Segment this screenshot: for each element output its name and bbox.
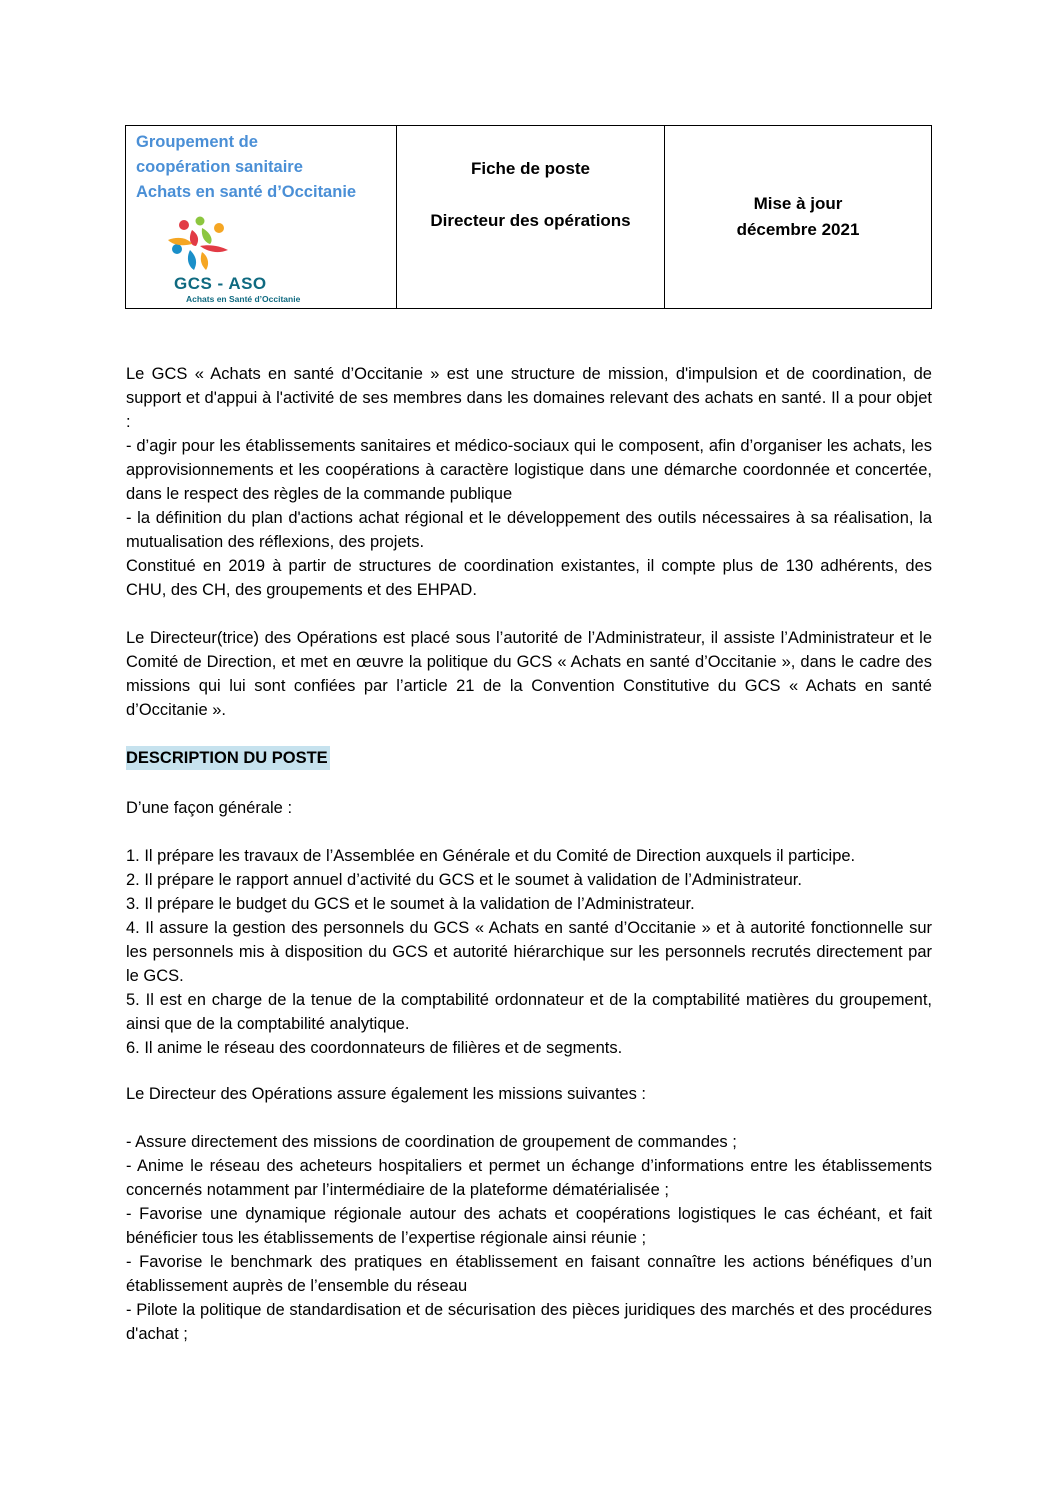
intro-paragraph: - d’agir pour les établissements sanitaires et médico-sociaux qui le composent, afin d’organiser les achats, les approvisionnements et les coopérations à caractère logistique dans une démarche coordonnée et concertée, dans le respect des règles de la commande publique (126, 437, 932, 503)
gcs-aso-logo (164, 216, 301, 308)
list-item: - Favorise une dynamique régionale autour des achats et coopérations logistiques le cas échéant, et fait bénéficier tous les établissements de l’expertise régionale ainsi réunie ; (126, 1205, 932, 1247)
list-item: - Favorise le benchmark des pratiques en établissement en faisant connaître les actions bénéfiques d’un établissement auprès de l’ensemble du réseau (126, 1253, 932, 1295)
list-item: 3. Il prépare le budget du GCS et le soumet à la validation de l’Administrateur. (126, 895, 695, 913)
general-intro-block (126, 796, 932, 820)
general-intro: D’une façon générale : (126, 799, 293, 817)
logo-subtitle: Achats en Santé d’Occitanie (186, 294, 301, 304)
document-cell (396, 126, 664, 308)
section-title: DESCRIPTION DU POSTE (126, 746, 330, 770)
list-item: - Anime le réseau des acheteurs hospitaliers et permet un échange d’informations entre les établissements concernés notamment par l’intermédiaire de la plateforme dématérialisée ; (126, 1157, 932, 1199)
missions-list (126, 1130, 932, 1346)
intro-paragraph: Constitué en 2019 à partir de structures de coordination existantes, il compte plus de 130 adhérents, des CHU, des CH, des groupements et des EHPAD. (126, 557, 932, 599)
list-item: 6. Il anime le réseau des coordonnateurs de filières et de segments. (126, 1039, 623, 1057)
list-item: 1. Il prépare les travaux de l’Assemblée en Générale et du Comité de Direction auxquels il participe. (126, 847, 856, 865)
logo-name: GCS - ASO (174, 274, 267, 293)
people-figures-icon (164, 216, 234, 274)
org-line-1: Groupement de (136, 133, 258, 151)
section-heading-block (126, 746, 932, 770)
header-table (125, 125, 932, 309)
org-line-3: Achats en santé d’Occitanie (136, 183, 357, 201)
intro-paragraph: Le GCS « Achats en santé d’Occitanie » est une structure de mission, d'impulsion et de coordination, de support et d'appui à l'activité de ses membres dans les domaines relevant des achats en santé. Il a pour objet : (126, 365, 932, 431)
intro-paragraph: - la définition du plan d'actions achat régional et le développement des outils nécessaires à sa réalisation, la mutualisation des réflexions, des projets. (126, 509, 932, 551)
document-type: Fiche de poste (470, 159, 591, 178)
update-label: Mise à jour (753, 194, 843, 213)
organization-name (136, 130, 356, 205)
update-date: décembre 2021 (736, 220, 860, 239)
update-cell (664, 126, 931, 308)
missions-intro: Le Directeur des Opérations assure également les missions suivantes : (126, 1085, 646, 1103)
job-title: Directeur des opérations (430, 211, 631, 230)
list-item: - Assure directement des missions de coordination de groupement de commandes ; (126, 1133, 737, 1151)
list-item: - Pilote la politique de standardisation et de sécurisation des pièces juridiques des marchés et des procédures d'achat ; (126, 1301, 932, 1343)
intro-block (126, 362, 932, 602)
director-paragraph-block (126, 626, 932, 722)
director-paragraph: Le Directeur(trice) des Opérations est placé sous l’autorité de l’Administrateur, il assiste l’Administrateur et le Comité de Direction, et met en œuvre la politique du GCS « Achats en santé d’Occitanie », dans le cadre des missions qui lui sont confiées par l’article 21 de la Convention Constitutive du GCS « Achats en santé d’Occitanie ». (126, 629, 932, 719)
list-item: 5. Il est en charge de la tenue de la comptabilité ordonnateur et de la comptabilité matières du groupement, ainsi que de la comptabilité analytique. (126, 991, 932, 1033)
list-item: 2. Il prépare le rapport annuel d’activité du GCS et le soumet à validation de l’Administrateur. (126, 871, 802, 889)
list-item: 4. Il assure la gestion des personnels du GCS « Achats en santé d’Occitanie » et à autorité fonctionnelle sur les personnels mis à disposition du GCS et autorité hiérarchique sur les personnels recrutés directement par le GCS. (126, 919, 932, 985)
duties-list (126, 844, 932, 1060)
organization-cell (126, 126, 396, 308)
org-line-2: coopération sanitaire (136, 158, 303, 176)
missions-intro-block (126, 1082, 932, 1106)
